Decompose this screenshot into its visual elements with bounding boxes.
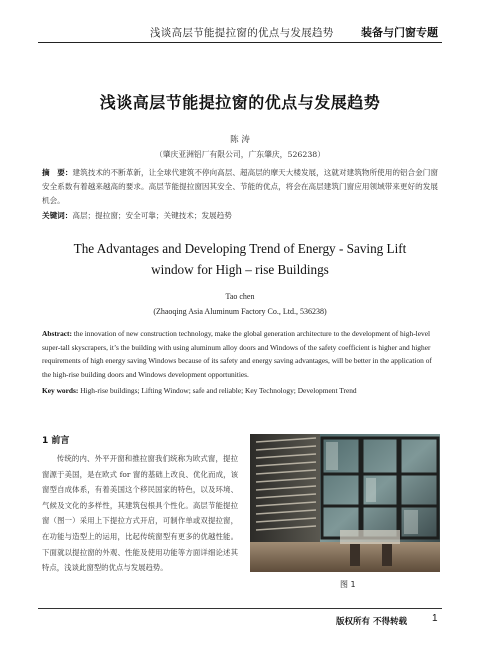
abstract-en-label: Abstract:: [42, 329, 72, 338]
header-rule: [38, 42, 442, 43]
keywords-zh-text: 高层；提拉窗；安全可靠；关键技术；发展趋势: [72, 211, 232, 220]
abstract-zh-text: 建筑技术的不断革新，让全球代建筑不停向高层、超高层的摩天大楼发展，这就对建筑物所使用的铝合金门窗安全系数有着越来越高的要求。高层节能提拉窗因其安全、节能的优点，将会在高层建筑门窗应用领域带来更好的发展机会。: [42, 168, 438, 205]
keywords-en: [42, 384, 442, 398]
copyright-notice: 版权所有 不得转载: [336, 617, 407, 627]
figure-caption: 图 1: [340, 580, 356, 589]
abstract-zh: [42, 166, 438, 208]
abstract-en: [42, 327, 442, 381]
figure-lift-window-photo: [250, 434, 440, 572]
paper-title-en-line2: window for High – rise Buildings: [151, 262, 329, 277]
footer-rule: [38, 608, 442, 609]
keywords-zh: [42, 209, 438, 223]
section-body: 传统的内、外平开窗和推拉窗我们统称为欧式窗，提拉窗源于美国，是在欧式 for 窗的基础上改良、优化而成，该窗型自成体系，有着美国这个移民国家的特色，以及环境、气候及文化的多样性，其建筑包根具个性化。高层节能提拉窗（图一）采用上下提拉方式开启，可制作单或双提拉窗，在功能与造型上的运用，比起传统窗型有更多的优越性能。下面就以提拉窗的外观、性能及使用功能等方面详细论述其特点，浅谈此窗型的优点与发展趋势。: [42, 454, 238, 573]
author-en: Tao chen: [225, 292, 255, 301]
paper-title-en: [0, 238, 480, 280]
affiliation-en: (Zhaoqing Asia Aluminum Factory Co., Ltd., 536238): [153, 307, 327, 316]
abstract-zh-label: 摘 要：: [42, 168, 73, 177]
abstract-en-text: the innovation of new construction technology, make the global generation architecture to the development of high-level super-tall skyscrapers, it’s the building with using aluminum alloy doors and Windows of the safety coefficient is higher and higher requirements of high energy saving Windows because of its safety and energy saving advantages, will be better in the application of the high-rise building doors and Windows development opportunities.: [42, 329, 432, 379]
author-zh: 陈 涛: [230, 135, 250, 145]
keywords-zh-label: 关键词：: [42, 211, 73, 220]
running-header-section: 装备与门窗专题: [361, 26, 438, 39]
keywords-en-text: High-rise buildings; Lifting Window; safe and reliable; Key Technology; Development Trend: [78, 386, 357, 395]
page-number: 1: [432, 613, 438, 624]
running-header-title: 浅谈高层节能提拉窗的优点与发展趋势: [150, 27, 334, 39]
keywords-en-label: Key words:: [42, 386, 79, 395]
section-heading: 1 前言: [42, 436, 70, 446]
affiliation-zh: （肇庆亚洲铝厂有限公司，广东肇庆，526238）: [154, 150, 326, 159]
paper-title-zh: 浅谈高层节能提拉窗的优点与发展趋势: [99, 93, 381, 112]
paper-title-en-line1: The Advantages and Developing Trend of Energy - Saving Lift: [73, 241, 407, 256]
